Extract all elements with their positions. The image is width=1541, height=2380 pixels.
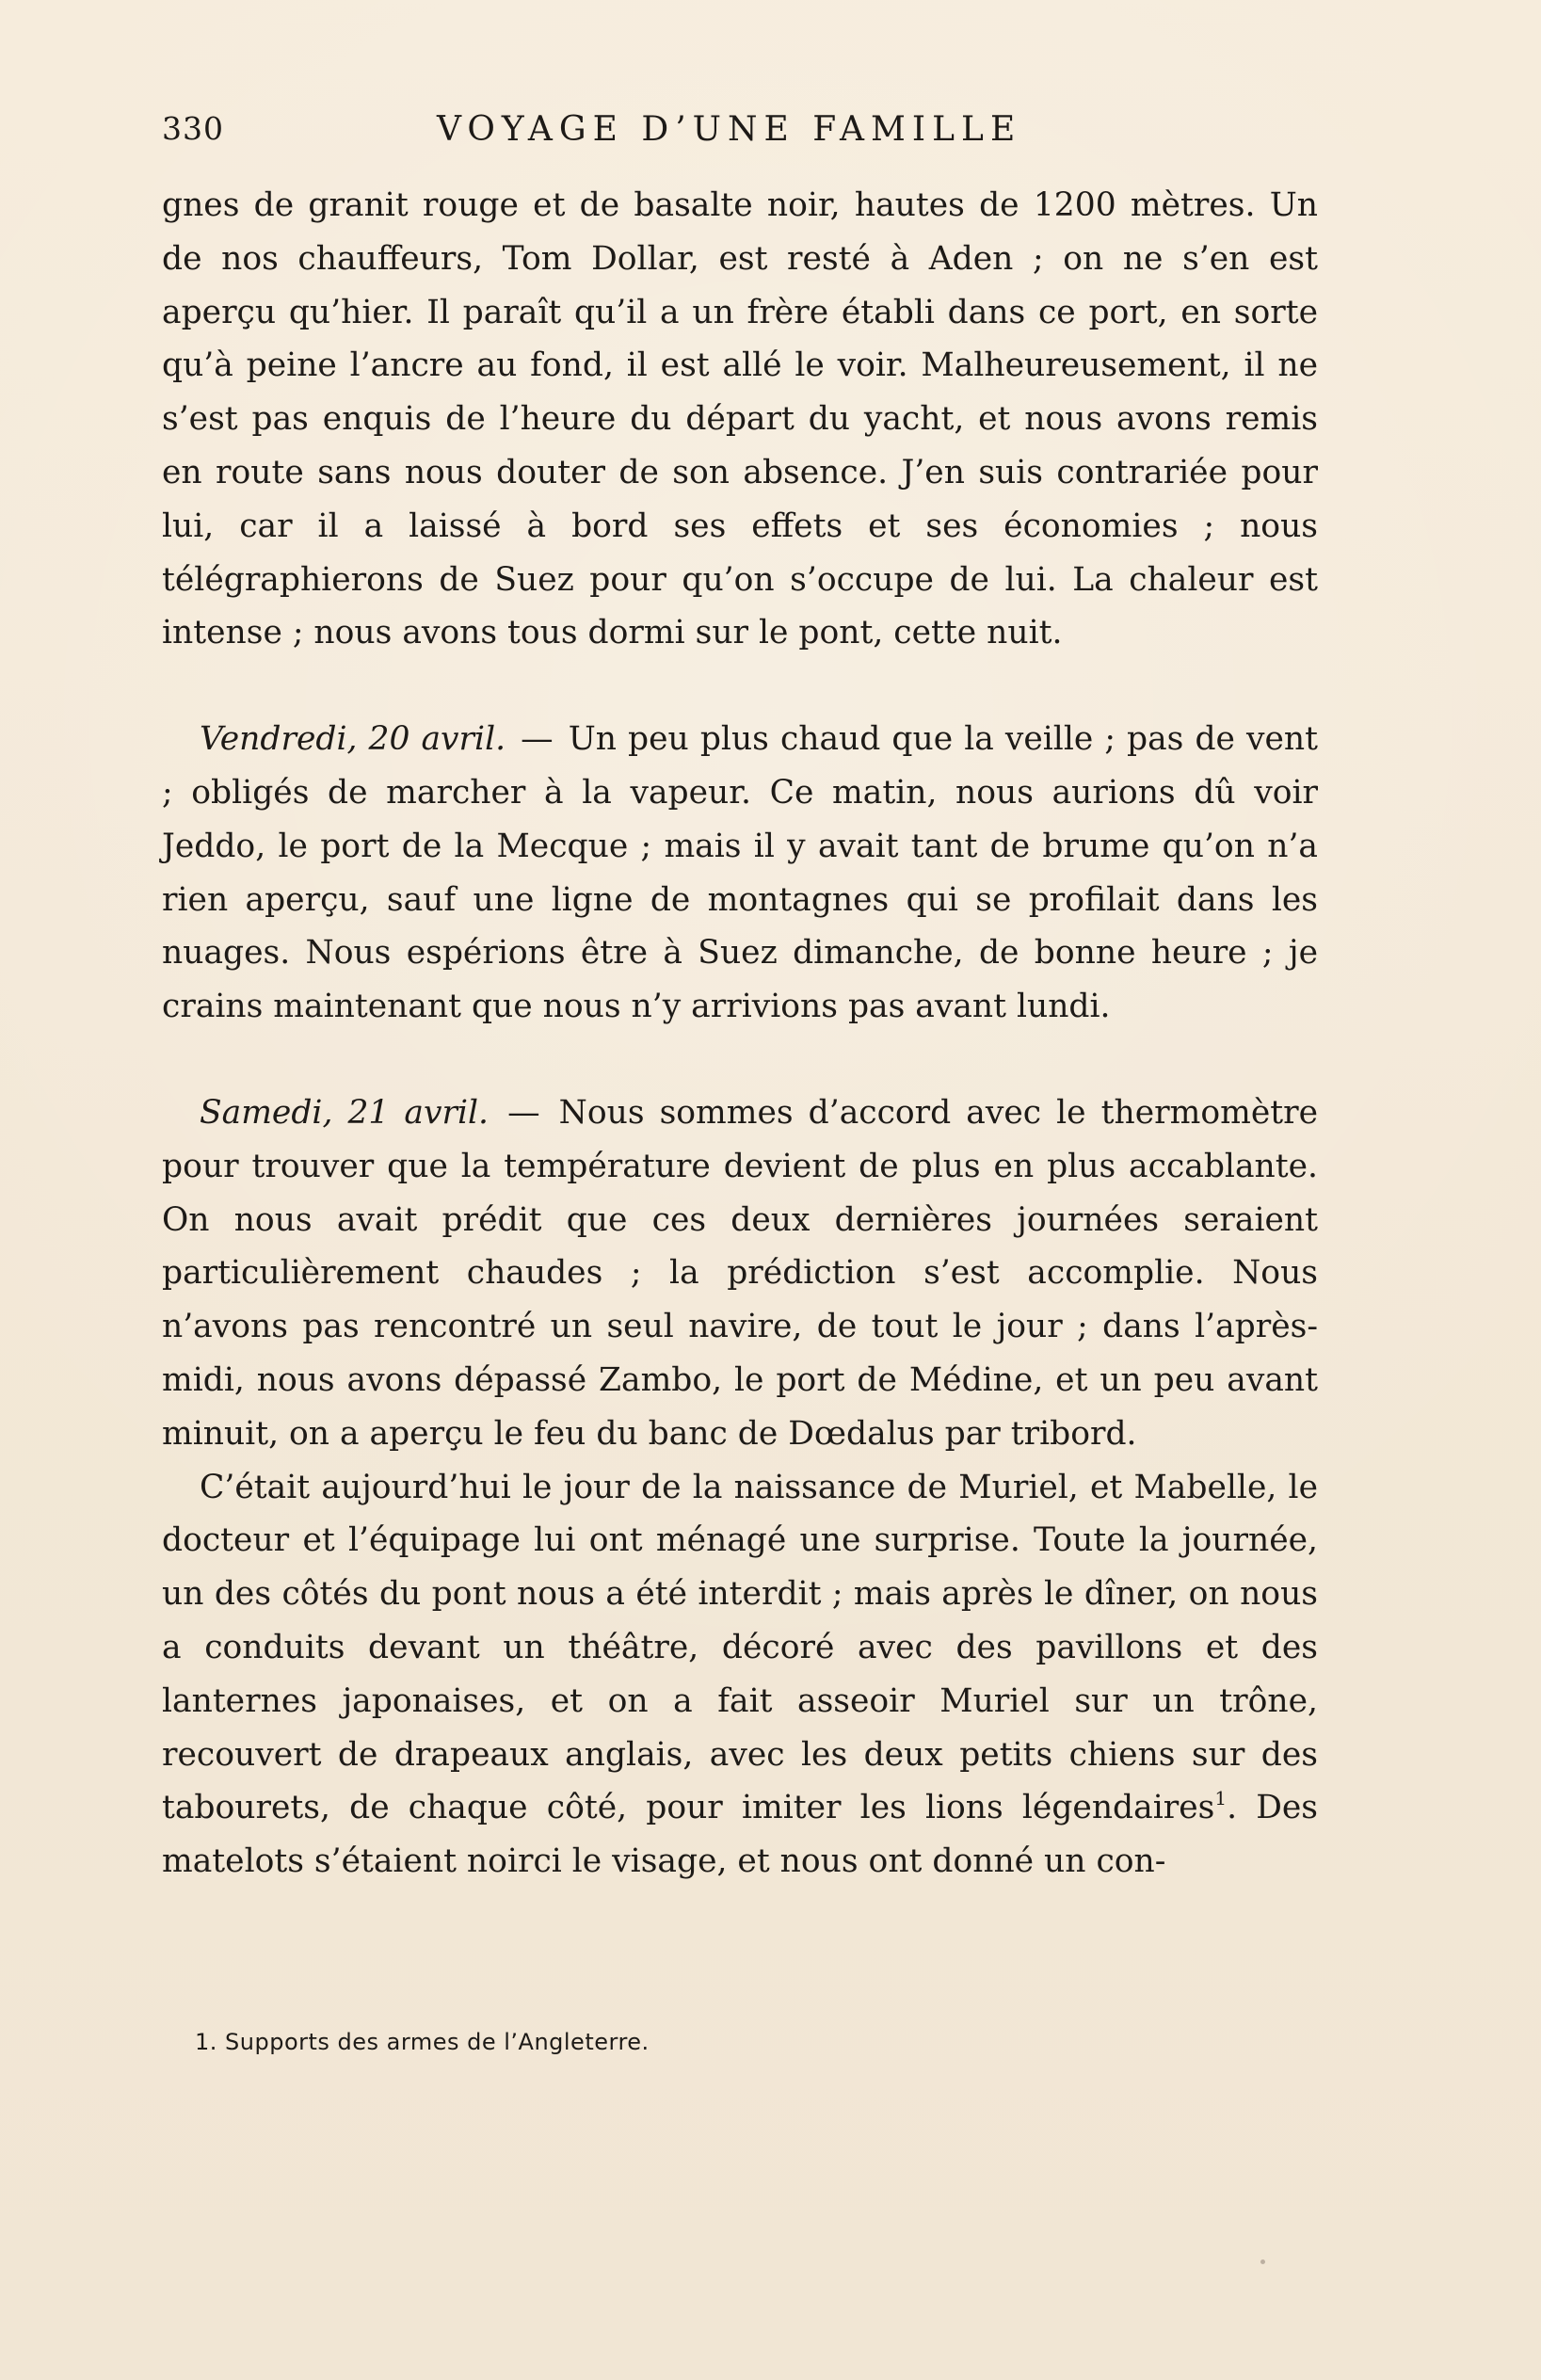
page-header <box>162 110 1329 157</box>
paper-speck <box>1260 2259 1265 2264</box>
paragraph-birthday <box>162 1461 1318 1889</box>
entry-text-friday: Un peu plus chaud que la veille ; pas de vent ; obligés de marcher à la vapeur. Ce matin, nous aurions dû voir Jeddo, le port de la Mecque ; mais il y avait tant de brume qu’on n’a rien aperçu, sauf une ligne de montagnes qui se profilait dans les nuages. Nous espérions être à Suez dimanche, de bonne heure ; je crains maintenant que nous n’y arrivions pas avant lundi. <box>162 720 1318 1026</box>
entry-date-friday: Vendredi, 20 avril. <box>200 720 506 759</box>
body-text <box>162 179 1318 1889</box>
entry-dash: — <box>507 1093 540 1132</box>
diary-entry-saturday <box>162 1086 1318 1461</box>
entry-date-saturday: Samedi, 21 avril. <box>200 1093 490 1132</box>
diary-entry-friday <box>162 713 1318 1034</box>
paragraph-intro: gnes de granit rouge et de basalte noir, hautes de 1200 mètres. Un de nos chauffeurs, Tom Dollar, est resté à Aden ; on ne s’en est aperçu qu’hier. Il paraît qu’il a un frère établi dans ce port, en sorte qu’à peine l’ancre au fond, il est allé le voir. Malheureusement, il ne s’est pas enquis de l’heure du départ du yacht, et nous avons remis en route sans nous douter de son absence. J’en suis contrariée pour lui, car il a laissé à bord ses effets et ses économies ; nous télégraphierons de Suez pour qu’on s’occupe de lui. La chaleur est intense ; nous avons tous dormi sur le pont, cette nuit. <box>162 186 1318 652</box>
page-number: 330 <box>162 110 224 147</box>
running-title: VOYAGE D’UNE FAMILLE <box>437 110 1022 149</box>
paragraph-birthday-tail: . Des matelots s’étaient noirci le visage, et nous ont donné un con- <box>162 1789 1318 1881</box>
footnote-area <box>195 2028 1042 2056</box>
footnote: 1. Supports des armes de l’Angleterre. <box>195 2029 650 2055</box>
entry-text-saturday: Nous sommes d’accord avec le thermomètre pour trouver que la température devient de plus en plus accablante. On nous avait prédit que ces deux dernières journées seraient particulièrement chaudes ; la prédiction s’est accomplie. Nous n’avons pas rencontré un seul navire, de tout le jour ; dans l’après-midi, nous avons dépassé Zambo, le port de Médine, et un peu avant minuit, on a aperçu le feu du banc de Dœdalus par tribord. <box>162 1093 1319 1453</box>
paragraph-birthday-text: C’était aujourd’hui le jour de la naissance de Muriel, et Mabelle, le docteur et l’équipage lui ont ménagé une surprise. Toute la journée, un des côtés du pont nous a été interdit ; mais après le dîner, on nous a conduits devant un théâtre, décoré avec des pavillons et des lanternes japonaises, et on a fait asseoir Muriel sur un trône, recouvert de drapeaux anglais, avec les deux petits chiens sur des tabourets, de chaque côté, pour imiter les lions légendaires <box>162 1468 1318 1827</box>
footnote-ref: 1 <box>1214 1786 1228 1809</box>
entry-dash: — <box>521 720 554 759</box>
